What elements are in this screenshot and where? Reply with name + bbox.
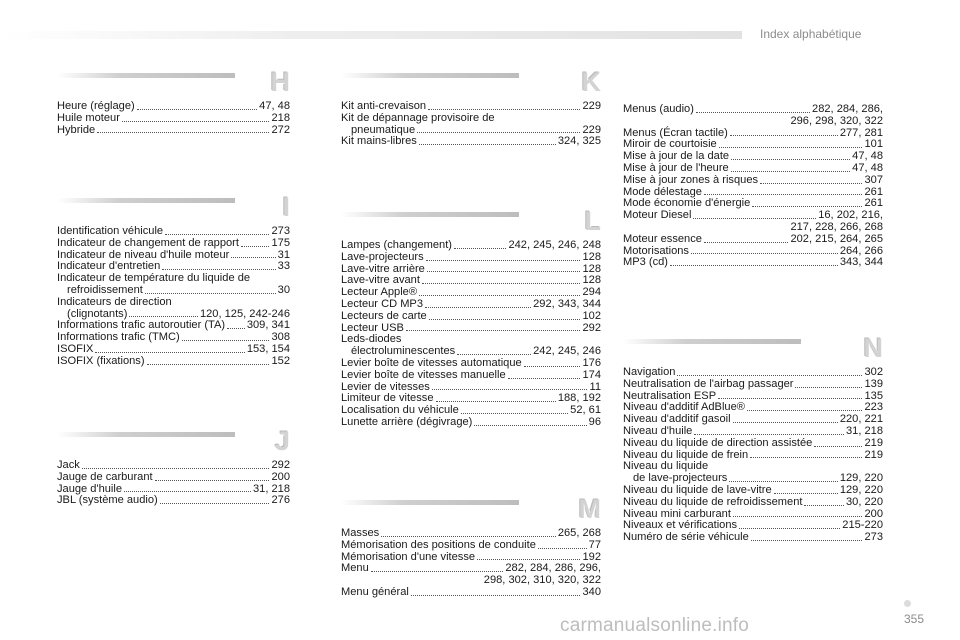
dot-leader [129,316,198,317]
index-entry [623,175,883,187]
dot-leader [731,159,850,160]
entry-label: Motorisations [623,244,689,257]
index-entry [341,370,601,382]
entry-label: de lave-projecteurs [633,472,728,485]
entry-label: Menu général [341,585,409,598]
dot-leader [752,206,862,207]
dot-leader [137,109,257,110]
entry-label: Numéro de série véhicule [623,531,749,544]
dot-leader [750,457,862,458]
entry-label: Mémorisation des positions de conduite [341,538,536,551]
entry-pages[interactable]: 139 [864,377,883,390]
entry-pages[interactable]: 174 [582,368,601,381]
index-entry [57,495,290,507]
entry-label: Identification véhicule [57,225,164,237]
entry-pages[interactable]: 292 [271,459,290,471]
entry-label: refroidissement [67,283,143,296]
entry-pages[interactable]: 31 [277,248,290,261]
dot-leader [406,330,581,331]
index-entry [57,125,290,137]
index-entry [341,587,601,599]
index-entry [623,485,883,497]
index-entry [57,238,290,250]
section-bar [57,432,235,437]
entry-label: Lave-projecteurs [341,250,424,263]
entry-pages[interactable]: 302 [864,366,883,378]
dot-leader [474,425,586,426]
entry-label: Indicateurs de direction [57,295,172,308]
entry-label: Informations trafic (TMC) [57,331,180,344]
entry-label: Levier boîte de vitesses automatique [341,356,522,369]
index-entry [57,472,290,484]
entry-list [623,104,883,269]
dot-leader [795,387,862,388]
entry-pages[interactable]: 265, 268 [557,527,601,539]
entry-label: Niveau du liquide de direction assistée [623,436,813,449]
entry-pages[interactable]: 128 [582,262,601,275]
entry-label: Localisation du véhicule [341,404,459,417]
section-letter: M [578,494,601,524]
entry-pages[interactable]: 276 [271,494,290,507]
dot-leader [227,328,245,329]
entry-pages[interactable]: 340 [582,585,601,598]
dot-leader [719,147,863,148]
dot-leader [508,378,581,379]
entry-label: Indicateur de niveau d'huile moteur [57,248,230,261]
entry-label: Moteur Diesel [623,209,692,222]
entry-pages[interactable]: 223 [864,401,883,414]
section-letter: J [274,426,290,456]
entry-label: pneumatique [351,123,416,136]
entry-label: Lave-vitre avant [341,274,420,287]
entry-label: Kit mains-libres [341,135,417,148]
entry-pages[interactable]: 217, 228, 266, 268 [790,220,883,233]
entry-pages[interactable]: 296, 298, 320, 322 [790,114,883,127]
entry-pages[interactable]: 324, 325 [557,135,601,148]
index-entry [57,113,290,125]
entry-pages[interactable]: 282, 284, 286, [812,103,883,115]
entry-pages[interactable]: 215-220 [842,519,883,532]
dot-leader [428,109,580,110]
entry-label: (clignotants) [67,307,128,320]
dot-leader [814,446,862,447]
index-entry [341,252,601,264]
entry-list [623,367,883,544]
entry-pages[interactable]: 129, 220 [839,483,883,496]
dot-leader [419,295,580,296]
entry-pages[interactable]: 30, 220 [845,495,883,508]
dot-leader [417,132,580,133]
entry-pages[interactable]: 120, 125, 242-246 [199,307,290,320]
dot-leader [477,559,580,560]
entry-pages[interactable]: 308 [271,331,290,344]
entry-list [341,240,601,429]
dot-leader [419,144,556,145]
dot-leader [538,548,587,549]
entry-label: Niveau d'additif gasoil [623,413,731,426]
entry-label: Jauge d'huile [57,482,123,495]
entry-pages[interactable]: 192 [582,550,601,563]
entry-pages[interactable]: 264, 266 [839,244,883,257]
dot-leader [427,271,581,272]
entry-label: Navigation [623,366,676,378]
entry-pages[interactable]: 47, 48 [852,150,883,163]
entry-label: Niveaux et vérifications [623,519,738,532]
entry-label: Indicateur de changement de rapport [57,236,239,249]
entry-label: JBL (système audio) [57,494,158,507]
entry-label: Mise à jour zones à risques [623,173,759,186]
dot-leader [124,491,251,492]
entry-pages[interactable]: 229 [582,100,601,112]
dot-leader [694,434,844,435]
entry-pages[interactable]: 282, 284, 286, 296, [505,562,601,575]
entry-label: Niveau du liquide de refroidissement [623,495,803,508]
entry-pages[interactable]: 292, 343, 344 [533,297,601,310]
entry-pages[interactable]: 128 [582,274,601,287]
dot-leader [371,571,504,572]
entry-label: Lecteur Apple® [341,286,418,299]
entry-label: Jack [57,459,80,471]
dot-leader [691,253,838,254]
entry-pages[interactable]: 273 [271,225,290,237]
entry-pages[interactable]: 277, 281 [839,126,883,139]
index-entry [341,113,601,125]
entry-label: Indicateur d'entretien [57,260,161,273]
entry-label: Huile moteur [57,111,120,124]
entry-label: Indicateur de température du liquide de [57,272,251,285]
dot-leader [155,480,270,481]
entry-pages[interactable]: 298, 302, 310, 320, 322 [483,574,601,587]
index-entry [341,417,601,429]
entry-pages[interactable]: 52, 61 [570,404,601,417]
entry-list [57,226,290,368]
dot-leader [95,352,244,353]
entry-pages[interactable]: 77 [588,538,601,551]
entry-label: ISOFIX (fixations) [57,354,145,367]
entry-label: Mise à jour de l'heure [623,161,729,174]
entry-pages[interactable]: 200 [271,470,290,483]
dot-leader [739,528,840,529]
entry-pages[interactable]: 129, 220 [839,472,883,485]
entry-label: Neutralisation de l'airbag passager [623,377,794,390]
dot-leader [182,340,270,341]
page-title: Index alphabétique [760,27,862,41]
entry-pages[interactable]: 96 [588,415,601,428]
entry-list [341,101,601,148]
entry-pages[interactable]: 242, 245, 246, 248 [508,239,601,251]
index-entry [341,540,601,552]
entry-label: Masses [341,527,380,539]
index-entry [623,438,883,450]
dot-leader [729,481,837,482]
dot-leader [747,410,863,411]
entry-label: Informations trafic autoroutier (TA) [57,319,226,332]
section-bar [341,212,519,217]
dot-leader [457,354,531,355]
entry-label: Moteur essence [623,232,702,245]
dot-leader [122,121,270,122]
entry-label: Menus (audio) [623,103,694,115]
entry-pages[interactable]: 273 [864,531,883,544]
entry-pages[interactable]: 200 [864,507,883,520]
entry-label: Jauge de carburant [57,470,153,483]
entry-label: Lecteurs de carte [341,309,427,322]
index-entry [623,116,883,128]
dot-leader [422,283,581,284]
entry-label: Niveau du liquide de frein [623,448,749,461]
entry-label: Limiteur de vitesse [341,392,434,405]
entry-pages[interactable]: 218 [271,111,290,124]
dot-leader [147,364,270,365]
dot-leader [731,171,850,172]
dot-leader [733,516,863,517]
index-entry [623,497,883,509]
dot-leader [718,398,862,399]
index-entry [57,344,290,356]
entry-pages[interactable]: 309, 341 [246,319,290,332]
dot-leader [461,413,568,414]
entry-pages[interactable]: 135 [864,389,883,402]
entry-pages[interactable]: 242, 245, 246 [533,345,601,358]
dot-leader [436,401,556,402]
dot-leader [733,422,838,423]
entry-label: Niveau du liquide [623,460,709,473]
entry-pages[interactable]: 30 [277,283,290,296]
dot-leader [693,218,816,219]
entry-pages[interactable]: 16, 202, 216, [818,209,883,222]
entry-label: Niveau du liquide de lave-vitre [623,483,772,496]
index-entry [341,358,601,370]
index-entry [623,222,883,234]
entry-pages[interactable]: 47, 48 [259,100,290,112]
dot-leader [165,234,269,235]
entry-label: Neutralisation ESP [623,389,717,402]
section-bar [341,500,519,505]
dot-leader [677,375,862,376]
section-letter: H [270,67,290,97]
entry-pages[interactable]: 229 [582,123,601,136]
entry-label: MP3 (cd) [623,256,668,269]
entry-pages[interactable]: 292 [582,321,601,334]
dot-leader [145,293,276,294]
entry-pages[interactable]: 261 [864,185,883,198]
dot-leader [751,540,863,541]
entry-pages[interactable]: 31, 218 [252,482,290,495]
entry-pages[interactable]: 175 [271,236,290,249]
dot-leader [804,505,844,506]
section-bar [623,339,801,344]
dot-leader [730,135,838,136]
index-entry [623,532,883,544]
entry-pages[interactable]: 220, 221 [839,413,883,426]
section-bar [57,73,235,78]
dot-leader [429,319,581,320]
index-entry [341,311,601,323]
index-entry [341,299,601,311]
watermark: carmanualsonline.info [560,615,750,636]
entry-label: Lecteur CD MP3 [341,297,424,310]
section-bar [57,198,235,203]
section-letter: I [282,192,290,222]
entry-label: Niveau d'additif AdBlue® [623,401,745,414]
entry-pages[interactable]: 307 [864,173,883,186]
dot-leader [696,112,810,113]
section-bar [341,73,519,78]
dot-leader [162,269,275,270]
index-entry [57,297,290,309]
entry-pages[interactable]: 128 [582,250,601,263]
entry-label: Niveau d'huile [623,424,693,437]
entry-pages[interactable]: 31, 218 [845,424,883,437]
entry-pages[interactable]: 101 [864,138,883,151]
entry-label: Miroir de courtoisie [623,138,717,151]
dot-leader [425,307,531,308]
dot-leader [454,248,506,249]
entry-label: Lampes (changement) [341,239,452,251]
dot-leader [704,242,789,243]
section-letter: N [863,333,883,363]
entry-label: Levier boîte de vitesses manuelle [341,368,506,381]
entry-list [341,528,601,599]
entry-label: Lecteur USB [341,321,404,334]
dot-leader [231,257,275,258]
dot-leader [432,389,588,390]
entry-pages[interactable]: 152 [271,354,290,367]
entry-label: Mise à jour de la date [623,150,730,163]
index-entry [623,257,883,269]
index-entry [57,285,290,297]
entry-pages[interactable]: 294 [582,286,601,299]
entry-label: Hybride [57,123,96,136]
page-marker-dot [904,600,911,607]
entry-pages[interactable]: 343, 344 [839,256,883,269]
entry-label: Heure (réglage) [57,100,135,112]
entry-label: Menu [341,562,369,575]
dot-leader [160,503,270,504]
index-entry [341,136,601,148]
entry-label: Leds-diodes [341,333,402,346]
entry-pages[interactable]: 272 [271,123,290,136]
dot-leader [82,468,270,469]
entry-pages[interactable]: 219 [864,448,883,461]
entry-label: Levier de vitesses [341,380,430,393]
index-entry [623,426,883,438]
dot-leader [704,194,863,195]
dot-leader [760,183,862,184]
entry-label: Mode économie d'énergie [623,197,751,210]
entry-label: Kit de dépannage provisoire de [341,111,495,124]
entry-label: Mode délestage [623,185,702,198]
entry-label: Niveau mini carburant [623,507,731,520]
section-letter: L [584,206,601,236]
entry-pages[interactable]: 11 [589,380,601,393]
page-number: 355 [904,612,925,626]
entry-pages[interactable]: 261 [864,197,883,210]
dot-leader [241,246,270,247]
entry-label: électroluminescentes [351,345,456,358]
entry-pages[interactable]: 176 [582,356,601,369]
dot-leader [670,265,838,266]
dot-leader [774,493,838,494]
dot-leader [426,260,581,261]
header-bar [0,31,742,39]
entry-pages[interactable]: 33 [277,260,290,273]
index-entry [623,379,883,391]
entry-label: ISOFIX [57,342,94,355]
entry-pages[interactable]: 202, 215, 264, 265 [790,232,883,245]
dot-leader [97,132,269,133]
entry-list [57,101,290,136]
entry-pages[interactable]: 153, 154 [246,342,290,355]
section-letter: K [581,67,601,97]
entry-list [57,460,290,507]
dot-leader [381,536,556,537]
entry-label: Kit anti-crevaison [341,100,427,112]
index-entry [57,356,290,368]
entry-pages[interactable]: 102 [582,309,601,322]
dot-leader [411,595,581,596]
index-entry [623,234,883,246]
entry-label: Lave-vitre arrière [341,262,425,275]
entry-label: Lunette arrière (dégivrage) [341,415,473,428]
entry-label: Menus (Écran tactile) [623,126,728,139]
index-entry [623,163,883,175]
dot-leader [524,366,581,367]
entry-pages[interactable]: 219 [864,436,883,449]
entry-label: Mémorisation d'une vitesse [341,550,476,563]
entry-pages[interactable]: 188, 192 [557,392,601,405]
entry-pages[interactable]: 47, 48 [852,161,883,174]
